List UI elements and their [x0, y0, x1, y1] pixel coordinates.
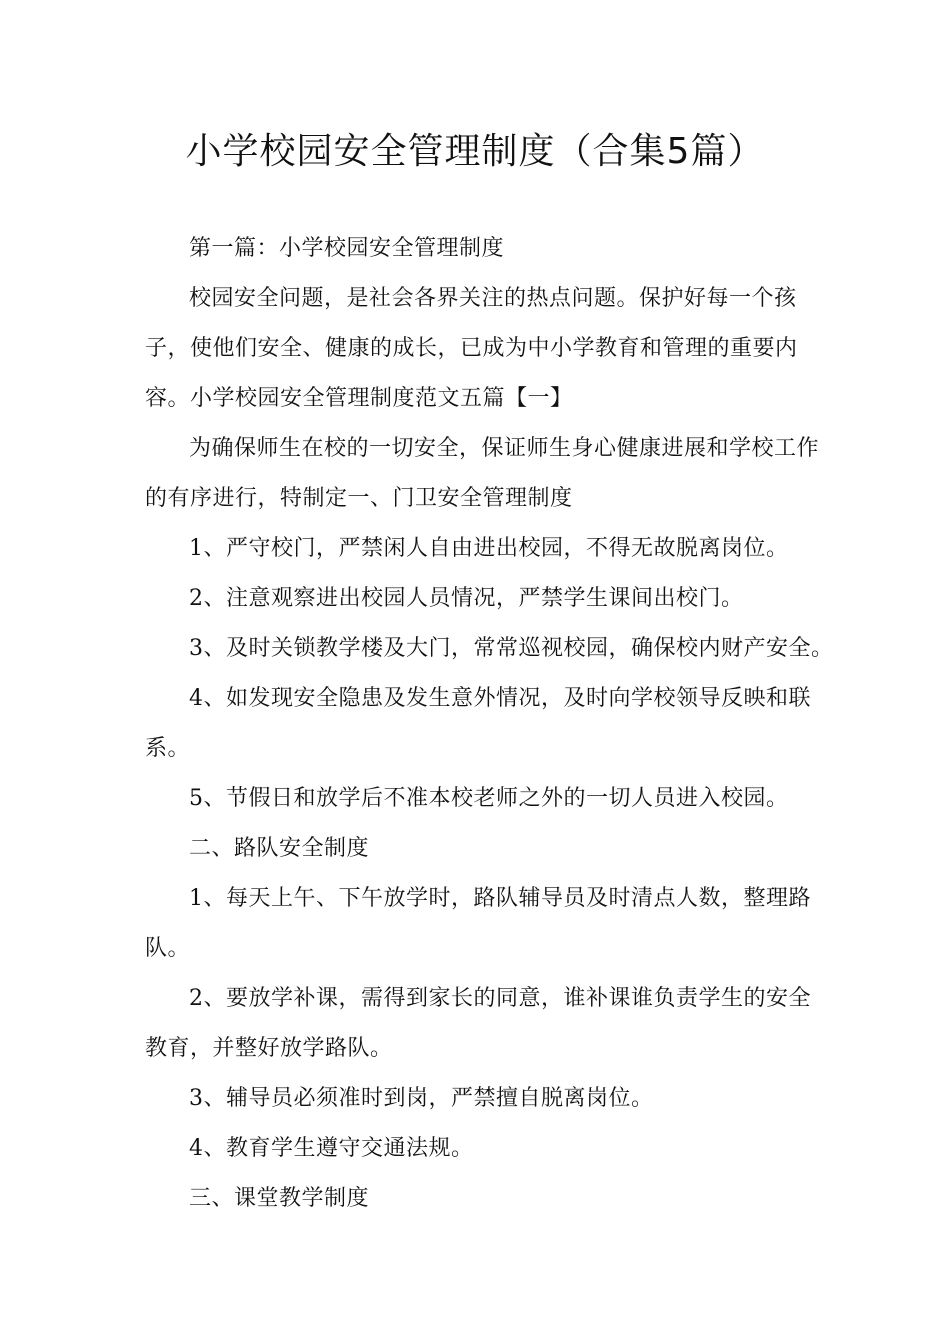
section-heading: 三、课堂教学制度 [189, 1186, 370, 1211]
list-item: 5、节假日和放学后不准本校老师之外的一切人员进入校园。 [189, 786, 789, 811]
paragraph-intro: 校园安全问题，是社会各界关注的热点问题。保护好每一个孩子，使他们安全、健康的成长，已成为中小学教育和管理的重要内容。小学校园安全管理制度范文五篇【一】 [145, 286, 798, 411]
list-item: 1、严守校门，严禁闲人自由进出校园，不得无故脱离岗位。 [189, 536, 789, 561]
list-item: 1、每天上午、下午放学时，路队辅导员及时清点人数，整理路队。 [145, 886, 811, 961]
document-title: 小学校园安全管理制度（合集5篇） [185, 131, 765, 172]
section-heading: 二、路队安全制度 [189, 836, 370, 861]
list-item: 4、如发现安全隐患及发生意外情况，及时向学校领导反映和联系。 [145, 686, 811, 761]
list-item: 4、教育学生遵守交通法规。 [189, 1136, 474, 1161]
list-item: 3、及时关锁教学楼及大门，常常巡视校园，确保校内财产安全。 [189, 636, 834, 661]
document-body [145, 224, 834, 1224]
list-item: 2、要放学补课，需得到家长的同意，谁补课谁负责学生的安全教育，并整好放学路队。 [145, 986, 811, 1061]
list-item: 2、注意观察进出校园人员情况，严禁学生课间出校门。 [189, 586, 744, 611]
paragraph-part-one-heading: 第一篇：小学校园安全管理制度 [189, 236, 505, 261]
list-item: 3、辅导员必须准时到岗，严禁擅自脱离岗位。 [189, 1086, 654, 1111]
paragraph-purpose: 为确保师生在校的一切安全，保证师生身心健康进展和学校工作的有序进行，特制定一、门卫安全管理制度 [145, 436, 820, 511]
